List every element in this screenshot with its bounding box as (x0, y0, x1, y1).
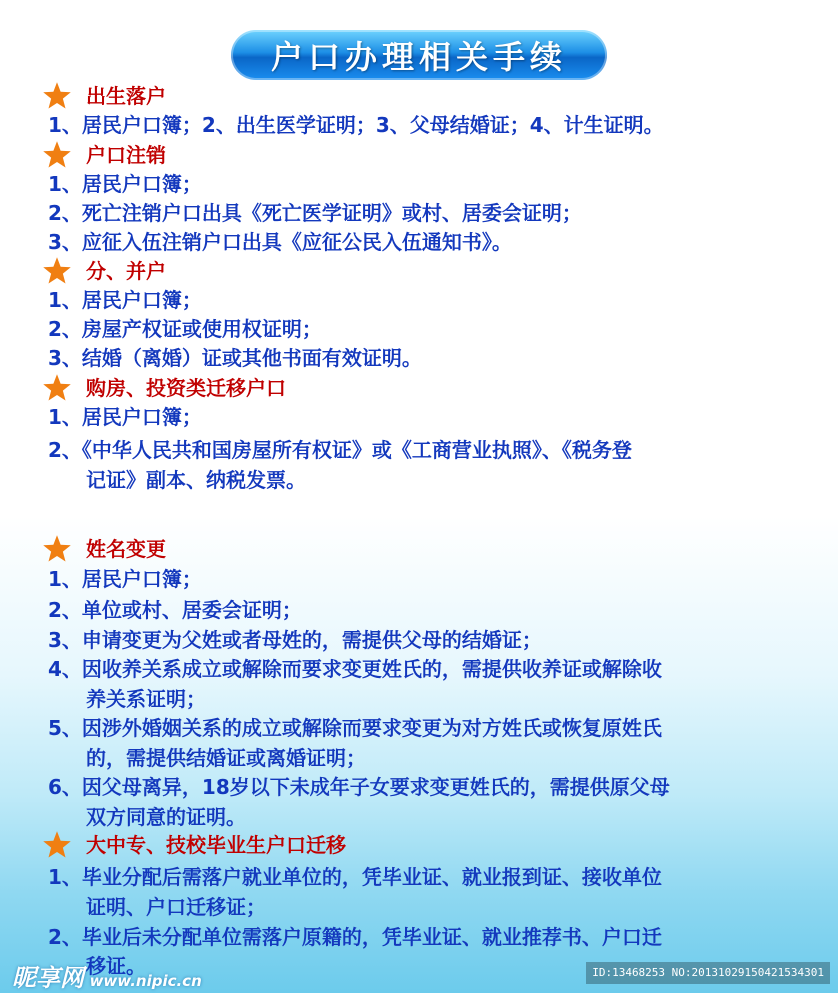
section-heading: 出生落户 (86, 84, 166, 108)
section-line: 5、因涉外婚姻关系的成立或解除而要求变更为对方姓氏或恢复原姓氏 (48, 716, 662, 740)
section-line: 1、居民户口簿； (48, 172, 202, 196)
section-line: 2、单位或村、居委会证明； (48, 598, 302, 622)
section-line: 记证》副本、纳税发票。 (86, 468, 306, 492)
section-line: 证明、户口迁移证； (86, 895, 266, 919)
section-line: 双方同意的证明。 (86, 805, 246, 829)
watermark-url: www.nipic.cn (89, 972, 202, 990)
star-icon (41, 534, 73, 564)
section-line: 3、结婚（离婚）证或其他书面有效证明。 (48, 346, 422, 370)
star-icon (41, 830, 73, 860)
section-line: 的，需提供结婚证或离婚证明； (86, 746, 366, 770)
star-icon (41, 81, 73, 111)
section-line: 养关系证明； (86, 687, 206, 711)
star-icon (41, 140, 73, 170)
section-line: 2、房屋产权证或使用权证明； (48, 317, 322, 341)
title-banner (231, 30, 607, 80)
watermark-id: ID:13468253 NO:20131029150421534301 (586, 962, 830, 984)
watermark-brand: 昵享网 (12, 964, 84, 992)
watermark-logo (12, 958, 202, 992)
section-line: 1、居民户口簿； (48, 567, 202, 591)
section-line: 3、申请变更为父姓或者母姓的，需提供父母的结婚证； (48, 628, 542, 652)
star-icon (41, 256, 73, 286)
star-icon (41, 373, 73, 403)
section-line: 1、居民户口簿； (48, 405, 202, 429)
section-line: 2、毕业后未分配单位需落户原籍的，凭毕业证、就业推荐书、户口迁 (48, 925, 662, 949)
section-heading: 购房、投资类迁移户口 (86, 376, 286, 400)
section-heading: 姓名变更 (86, 537, 166, 561)
section-heading: 分、并户 (86, 259, 166, 283)
section-line: 1、居民户口簿； (48, 288, 202, 312)
section-line: 1、居民户口簿；2、出生医学证明；3、父母结婚证；4、计生证明。 (48, 113, 664, 137)
section-line: 6、因父母离异，18岁以下未成年子女要求变更姓氏的，需提供原父母 (48, 775, 670, 799)
section-line: 1、毕业分配后需落户就业单位的，凭毕业证、就业报到证、接收单位 (48, 865, 662, 889)
section-line: 2、《中华人民共和国房屋所有权证》或《工商营业执照》、《税务登 (48, 438, 632, 462)
page-title: 户口办理相关手续 (270, 38, 567, 76)
section-line: 4、因收养关系成立或解除而要求变更姓氏的，需提供收养证或解除收 (48, 657, 662, 681)
section-line: 移证。 (86, 954, 146, 978)
section-line: 2、死亡注销户口出具《死亡医学证明》或村、居委会证明； (48, 201, 582, 225)
section-heading: 户口注销 (86, 143, 166, 167)
section-heading: 大中专、技校毕业生户口迁移 (86, 833, 346, 857)
section-line: 3、应征入伍注销户口出具《应征公民入伍通知书》。 (48, 230, 512, 254)
